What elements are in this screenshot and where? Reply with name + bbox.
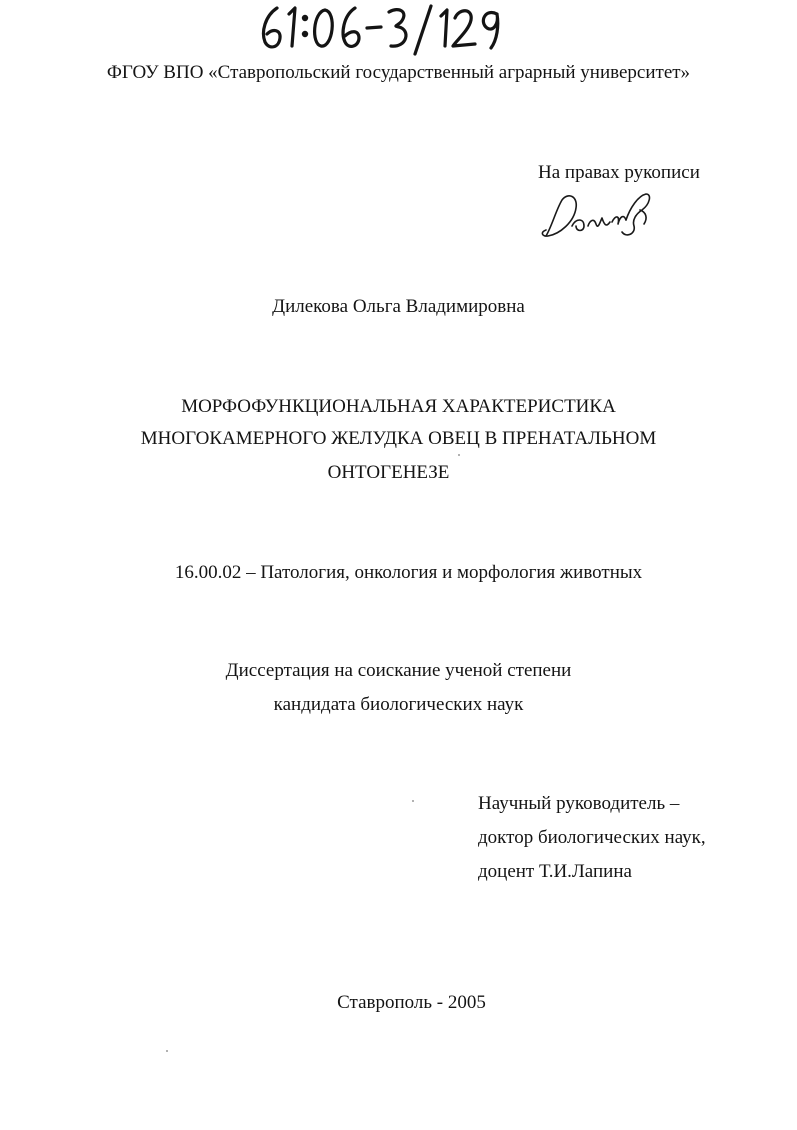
supervisor-line-2: доктор биологических наук,	[478, 827, 706, 848]
supervisor-line-3: доцент Т.И.Лапина	[478, 861, 632, 882]
archive-code-handwriting	[255, 0, 515, 58]
scan-speck	[412, 800, 414, 802]
author-signature	[538, 186, 658, 244]
supervisor-line-1: Научный руководитель –	[478, 793, 680, 814]
scan-speck	[166, 1050, 168, 1052]
institution-name: ФГОУ ВПО «Ставропольский государственный аграрный университет»	[106, 62, 691, 83]
signature-drawing	[538, 186, 658, 244]
archive-code-drawing	[255, 0, 515, 58]
scan-speck	[458, 454, 460, 456]
specialty-code: 16.00.02 – Патология, онкология и морфология животных	[174, 562, 643, 583]
dissertation-title-line-3: ОНТОГЕНЕЗЕ	[327, 462, 450, 483]
dissertation-title-line-2: МНОГОКАМЕРНОГО ЖЕЛУДКА ОВЕЦ В ПРЕНАТАЛЬНОМ	[140, 428, 657, 449]
author-name: Дилекова Ольга Владимировна	[272, 296, 525, 317]
dissertation-title-line-1: МОРФОФУНКЦИОНАЛЬНАЯ ХАРАКТЕРИСТИКА	[181, 396, 616, 417]
degree-line-2: кандидата биологических наук	[273, 694, 524, 715]
manuscript-rights-note: На правах рукописи	[538, 162, 700, 183]
degree-line-1: Диссертация на соискание ученой степени	[225, 660, 572, 681]
city-year: Ставрополь - 2005	[337, 992, 486, 1013]
